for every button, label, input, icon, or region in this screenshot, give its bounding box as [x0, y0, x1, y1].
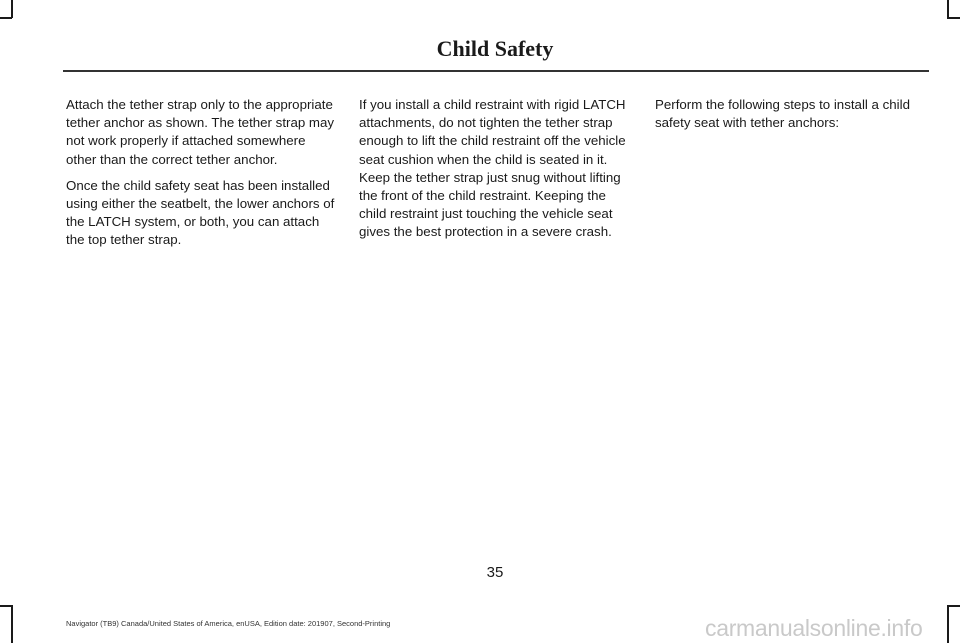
paragraph: If you install a child restraint with rigid LATCH attachments, do not tighten the tether strap enough to lift the child restraint off the vehicle seat cushion when the child is seated in it. Keep the tether strap just snug without lifting the front of the child restraint. Keeping the child restraint just touching the vehicle seat gives the best protection in a severe crash.: [359, 97, 626, 240]
page-number: 35: [486, 564, 504, 581]
header-divider: [63, 70, 929, 72]
watermark: carmanualsonline.info: [705, 615, 923, 641]
paragraph: Once the child safety seat has been installed using either the seatbelt, the lower anchors of the LATCH system, or both, you can attach the top tether strap.: [66, 177, 335, 248]
crop-mark-bottom-right-horizontal: [947, 605, 960, 607]
crop-mark-bottom-left-vertical: [11, 605, 13, 643]
paragraph: Attach the tether strap only to the appropriate tether anchor as shown. The tether strap may not work properly if attached somewhere other than the correct tether anchor.: [66, 97, 335, 167]
crop-mark-bottom-left-horizontal: [0, 605, 12, 607]
paragraph: Perform the following steps to install a child safety seat with tether anchors:: [655, 97, 910, 131]
crop-mark-top-left-vertical: [11, 0, 13, 18]
text-column-2: [359, 96, 631, 250]
text-column-3: [655, 96, 927, 140]
text-column-1: [66, 96, 338, 258]
crop-mark-bottom-right-vertical: [947, 605, 949, 643]
page-title: Child Safety: [436, 36, 554, 61]
edition-footer: Navigator (TB9) Canada/United States of America, enUSA, Edition date: 201907, Second-Printing: [66, 619, 391, 628]
crop-mark-top-left-horizontal: [0, 17, 12, 19]
crop-mark-top-right-vertical: [947, 0, 949, 18]
crop-mark-top-right-horizontal: [947, 17, 960, 19]
